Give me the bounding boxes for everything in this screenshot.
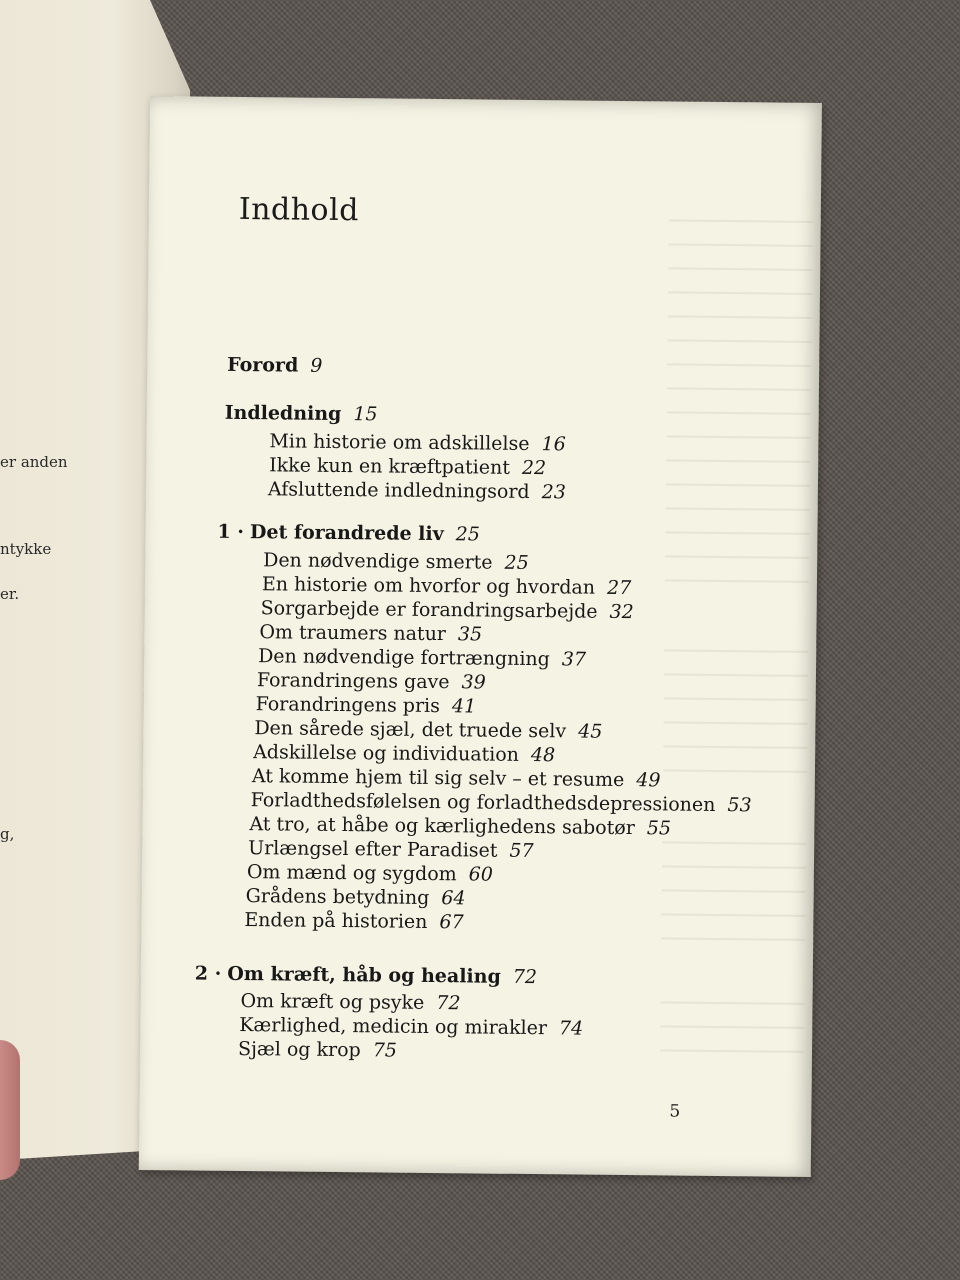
toc-entry-label: En historie om hvorfor og hvordan [261,573,596,599]
chapter-number: 2 · [194,962,222,985]
page-title: Indhold [238,191,360,229]
toc-entry-page: 35 [457,623,483,646]
toc-entry-page: 25 [504,551,529,574]
toc-entry-label: Sorgarbejde er forandringsarbejde [260,597,598,623]
page-number: 5 [669,1101,681,1122]
toc-entry-page: 72 [436,992,461,1015]
toc-entry-page: 49 [636,769,661,792]
toc-entry-label: Forandringens gave [256,669,450,694]
toc-entry-label: Grådens betydning [245,885,430,909]
toc-subentry [252,765,661,791]
toc-entry-label: Forandringens pris [255,693,441,718]
toc-entry-label: Ikke kun en kræftpatient [269,454,511,479]
toc-subentry [257,669,486,693]
toc-entry-label: Den sårede sjæl, det truede selv [254,717,567,743]
toc-entry-page: 25 [455,523,481,546]
toc-chapter-1 [217,521,480,546]
toc-entry-label: Den nødvendige smerte [263,549,493,574]
toc-entry-page: 60 [468,863,494,886]
toc-subentry [254,717,602,743]
toc-entry-label: Indledning [224,401,342,426]
toc-entry-page: 32 [609,600,634,624]
toc-subentry [262,573,632,599]
toc-entry-forord [227,354,322,377]
toc-entry-page: 15 [353,403,378,426]
toc-entry-label: Om kræft og psyke [240,989,425,1014]
left-page-text-fragment: er. [0,585,20,603]
toc-entry-label: Sjæl og krop [237,1037,361,1062]
toc-entry-page: 74 [558,1017,584,1040]
toc-entry-page: 39 [461,671,486,694]
toc-entry-page: 45 [578,720,603,743]
toc-entry-label: Om mænd og sygdom [246,861,457,886]
toc-subentry [253,741,555,766]
toc-entry-page: 75 [372,1039,398,1062]
toc-entry-label: Afsluttende indledningsord [267,478,530,503]
toc-subentry [244,909,464,933]
toc-entry-label: At komme hjem til sig selv – et resume [251,765,625,792]
toc-entry-label: Om kræft, håb og healing [227,962,501,988]
toc-subentry [249,813,671,839]
toc-entry-label: Forladthedsfølelsen og forladthedsdepressionen [250,789,716,816]
left-page-text-fragment: g, [0,825,15,843]
toc-subentry [259,621,482,645]
toc-entry-indledning [225,402,378,426]
toc-entry-label: Enden på historien [244,909,428,933]
toc-entry-label: Adskillelse og individuation [253,741,520,766]
thumb [0,1040,20,1180]
left-page-text-fragment: er anden [0,453,68,471]
toc-subentry [239,1014,583,1040]
right-page [139,96,822,1177]
toc-subentry [256,693,477,717]
toc-subentry [269,454,546,479]
toc-entry-page: 9 [310,354,323,377]
toc-entry-page: 16 [541,433,566,456]
toc-subentry [240,990,460,1014]
toc-entry-label: Om traumers natur [259,621,447,646]
toc-entry-label: Den nødvendige fortrængning [258,645,550,671]
toc-entry-label: Min historie om adskillelse [269,430,530,455]
toc-entry-page: 37 [561,648,587,671]
toc-entry-page: 55 [646,817,672,840]
toc-entry-page: 41 [451,695,477,718]
toc-subentry [247,861,493,886]
toc-entry-page: 67 [439,911,464,934]
toc-entry-page: 64 [441,887,466,910]
toc-subentry [261,597,634,623]
toc-subentry [268,478,566,503]
toc-subentry [238,1038,397,1062]
toc-entry-page: 53 [727,794,752,817]
toc-entry-label: At tro, at håbe og kærlighedens sabotør [249,813,635,840]
toc-entry-page: 22 [521,456,547,480]
toc-entry-page: 57 [509,839,534,863]
chapter-number: 1 · [217,520,245,544]
toc-subentry [248,837,534,862]
toc-subentry [269,430,566,455]
toc-subentry [258,645,586,670]
toc-entry-label: Kærlighed, medicin og mirakler [239,1013,548,1040]
toc-entry-label: Urlængsel efter Paradiset [248,837,498,862]
toc-subentry [246,885,466,909]
toc-chapter-2 [195,963,537,989]
toc-entry-label: Det forandrede liv [249,521,444,546]
toc-entry-label: Forord [227,353,299,377]
toc-entry-page: 72 [512,965,538,989]
toc-entry-page: 48 [530,744,556,767]
left-page-text-fragment: ntykke [0,540,52,558]
toc-entry-page: 27 [606,576,632,600]
toc-entry-page: 23 [541,481,566,504]
toc-subentry [263,549,529,574]
